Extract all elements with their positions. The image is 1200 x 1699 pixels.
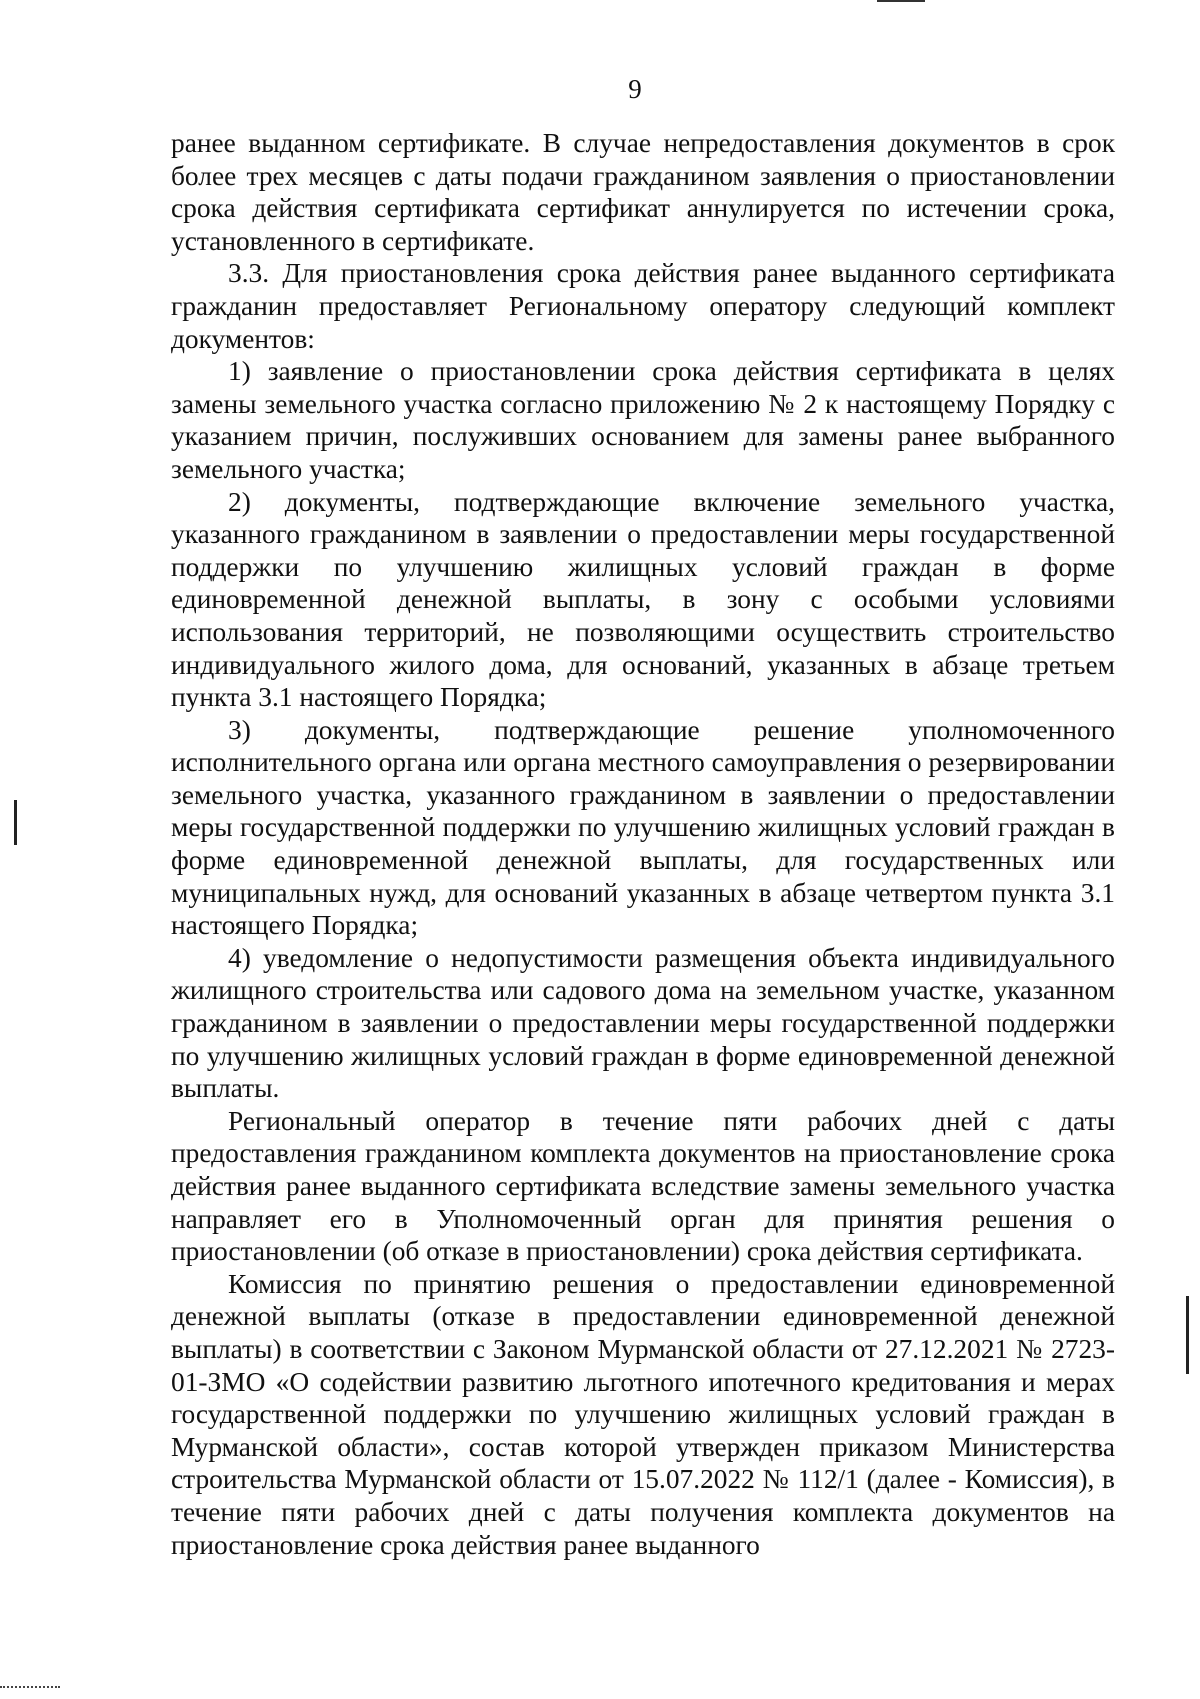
bottom-edge-dots: [0, 1686, 60, 1691]
paragraph-item-2: 2) документы, подтверждающие включение земельного участка, указанного гражданином в заявлении о предоставлении меры государственной поддержки по улучшению жилищных условий граждан в форме единовременной денежной выплаты, в зону с особыми условиями использования территорий, не позволяющими осуществить строительство индивидуального жилого дома, для оснований, указанных в абзаце третьем пункта 3.1 настоящего Порядка;: [171, 486, 1115, 713]
page-number: 9: [628, 74, 642, 104]
paragraph-regional-operator: Региональный оператор в течение пяти рабочих дней с даты предоставления гражданином комплекта документов на приостановление срока действия ранее выданного сертификата вследствие замены земельного участка направляет его в Уполномоченный орган для принятия решения о приостановлении (об отказе в приостановлении) срока действия сертификата.: [171, 1105, 1115, 1267]
paragraph-commission: Комиссия по принятию решения о предоставлении единовременной денежной выплаты (отказе в предоставлении единовременной денежной выплаты) в соответствии с Законом Мурманской области от 27.12.2021 № 2723-01-ЗМО «О содействии развитию льготного ипотечного кредитования и мерах государственной поддержки по улучшению жилищных условий граждан в Мурманской области», состав которой утвержден приказом Министерства строительства Мурманской области от 15.07.2022 № 112/1 (далее - Комиссия), в течение пяти рабочих дней с даты получения комплекта документов на приостановление срока действия ранее выданного: [171, 1268, 1115, 1560]
paragraph-continuation: ранее выданном сертификате. В случае непредоставления документов в срок более трех месяцев с даты подачи гражданином заявления о приостановлении срока действия сертификата сертификат аннулируется по истечении срока, установленного в сертификате.: [171, 128, 1115, 256]
document-body: [171, 127, 1115, 1561]
right-margin-mark: [1186, 1296, 1189, 1374]
paragraph-item-3: 3) документы, подтверждающие решение уполномоченного исполнительного органа или органа местного самоуправления о резервировании земельного участка, указанного гражданином в заявлении о предоставлении меры государственной поддержки по улучшению жилищных условий граждан в форме единовременной денежной выплаты, для государственных или муниципальных нужд, для оснований указанных в абзаце четвертом пункта 3.1 настоящего Порядка;: [171, 714, 1115, 941]
paragraph-section-3-3: 3.3. Для приостановления срока действия ранее выданного сертификата гражданин предоставляет Региональному оператору следующий комплект документов:: [171, 258, 1115, 354]
paragraph-item-4: 4) уведомление о недопустимости размещения объекта индивидуального жилищного строительства или садового дома на земельном участке, указанном гражданином в заявлении о предоставлении меры государственной поддержки по улучшению жилищных условий граждан в форме единовременной денежной выплаты.: [171, 942, 1115, 1104]
top-edge-line: [877, 0, 925, 2]
paragraph-item-1: 1) заявление о приостановлении срока действия сертификата в целях замены земельного участка согласно приложению № 2 к настоящему Порядку с указанием причин, послуживших основанием для замены ранее выбранного земельного участка;: [171, 356, 1115, 484]
left-margin-mark: [14, 800, 17, 845]
